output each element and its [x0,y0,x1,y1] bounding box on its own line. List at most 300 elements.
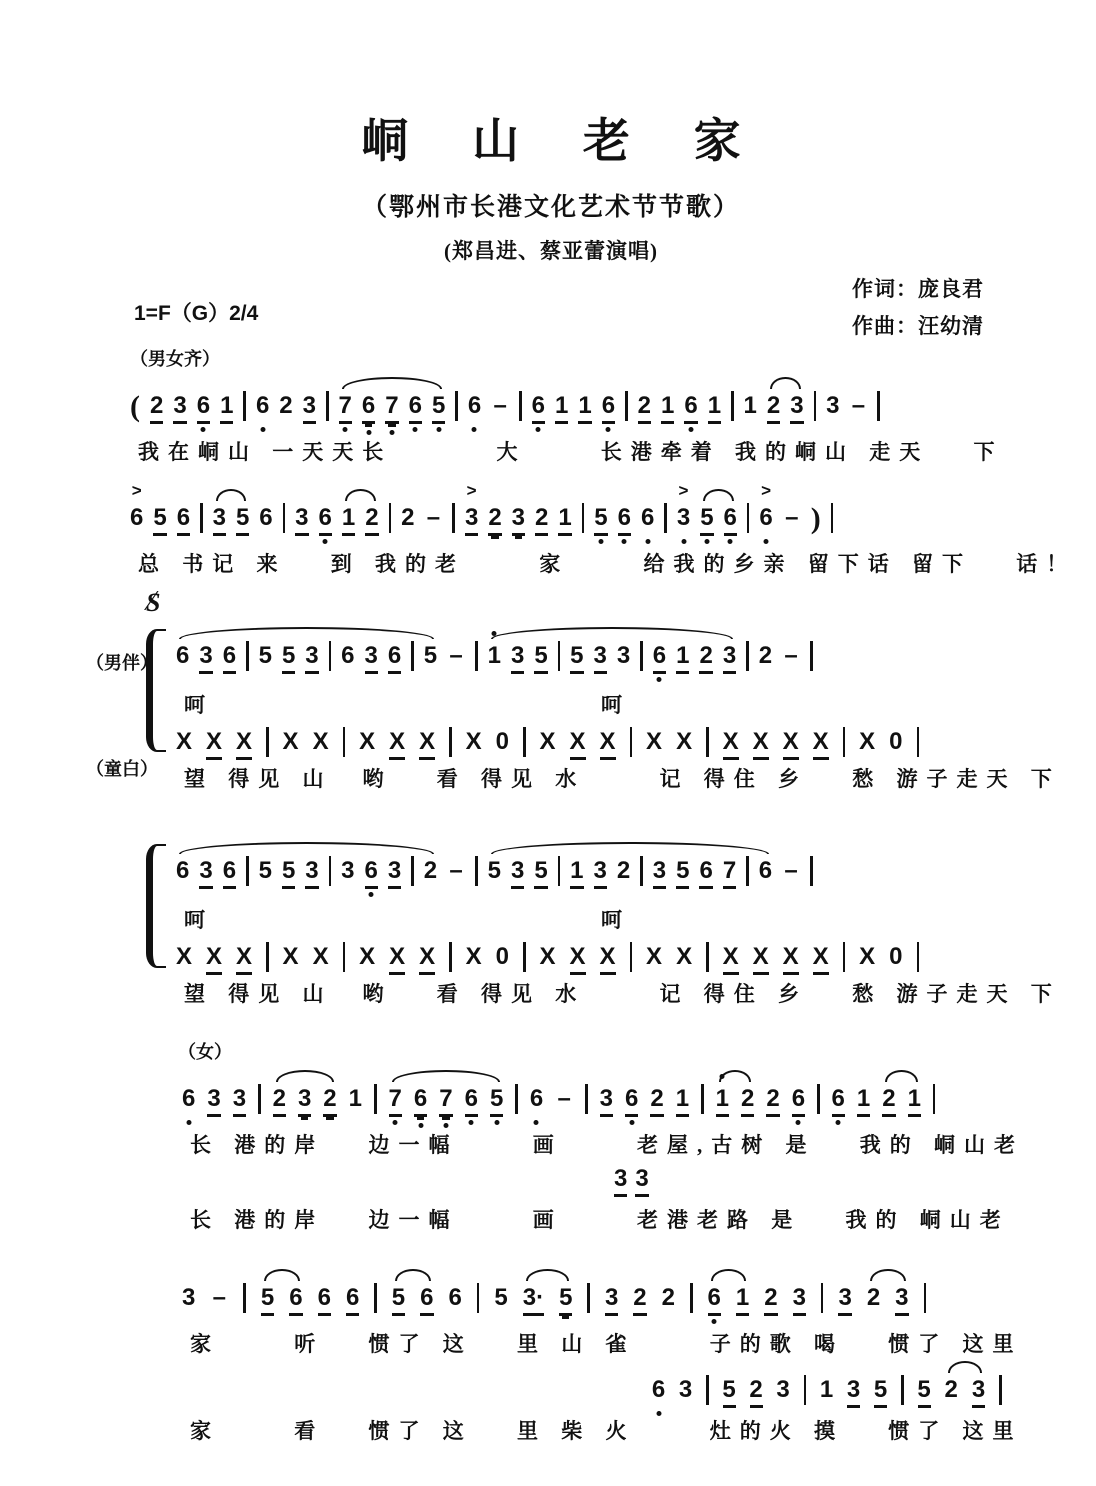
note-token: X [539,943,556,971]
lyrics-line-1: 我在峒山 一天天长 大 长港牵着 我的峒山 走天 下 [138,439,1004,464]
note-token: 5 [282,856,295,889]
system-unison-2 [130,483,1077,577]
barline [747,503,750,533]
note-token: X [783,727,799,760]
slur-group [176,641,437,674]
system-unison [130,345,1004,465]
notes-line-male-b [176,836,984,904]
duration-dash: – [493,391,507,419]
barline [843,727,846,757]
duration-dash: – [557,1084,571,1112]
note-token: 2 [650,1084,663,1117]
note-token: 1 [736,1283,749,1316]
note-token: > 3 [677,503,690,536]
note-token: X [753,727,769,760]
note-token: 1 [708,391,721,424]
barline [558,856,561,886]
note-token: 6 [362,391,375,424]
note-token: 6 [530,1084,543,1117]
note-token: 6 [708,1283,721,1316]
barline [452,503,455,533]
note-token: X [723,942,739,975]
barline [831,503,834,533]
note-token: 6 [182,1084,195,1117]
barline [917,942,920,972]
note-token: 6 [448,1284,462,1311]
note-token: 0 [889,728,903,755]
slur-group [339,391,446,424]
barline [266,727,269,757]
barline [587,1283,590,1313]
note-token: X [236,727,252,760]
note-token: 0 [495,728,509,755]
notes-interlude [614,1158,984,1207]
note-token: 3 [305,641,318,674]
lyric-syllable: 呵 [601,908,622,933]
note-token: > 6 [130,503,143,536]
barline [999,1375,1002,1405]
note-token: 3 [207,1084,220,1117]
phrase-paren: ( [130,390,140,423]
note-token: 6 [532,391,545,424]
note-token: 5 [534,641,547,674]
note-token: X [570,942,586,975]
slur-group [389,1084,504,1117]
note-token: X [676,943,693,971]
notes-line-perc-b [176,934,984,981]
barline [243,1283,246,1313]
barline [475,856,478,886]
note-token: X [813,727,829,760]
note-token: 6 [652,1375,665,1408]
duration-dash: – [449,857,463,885]
note-token: X [813,942,829,975]
note-token: 3 [388,856,401,889]
note-token: 2 [866,1284,881,1311]
slur-group [488,856,772,889]
barline [582,503,585,533]
note-token: 2 [750,1375,763,1408]
barline [449,727,452,757]
note-token: 7 [385,391,398,424]
note-token: X [206,727,222,760]
note-token: 1 [661,391,674,424]
note-token: 2 [535,503,548,536]
barline [706,727,709,757]
note-token: 5 [874,1375,887,1408]
barline [664,503,667,533]
note-token: 1 [676,1084,689,1117]
barline [817,1084,820,1114]
barline [200,503,203,533]
note-token: 5 [494,1284,508,1311]
note-token: 6 [365,856,378,889]
note-token: 7 [723,856,736,889]
barline [804,1375,807,1405]
barline [266,942,269,972]
note-token: 1 [555,391,568,424]
note-token: 5 [918,1375,931,1408]
note-token: 6 [653,641,666,674]
note-token: 6 [341,642,355,669]
duo-system-b [130,836,1061,1007]
note-token: 3 [793,1283,806,1316]
credits-block [852,271,984,345]
note-token: 2 [766,1084,779,1117]
lyrics-last-v1: 家 听 惯了 这 里 山 雀 子的歌 喝 惯了 这里 [190,1332,1023,1356]
notes-line-perc-a [176,719,984,766]
lyrics-female-v1: 长 港的岸 边一幅 画 老屋,古树 是 我的 峒山老 [190,1132,1024,1157]
note-token: X [570,727,586,760]
note-token: 1 [488,641,501,674]
notes-line-last [182,1263,984,1331]
note-token: 2 [944,1376,958,1404]
barline [343,727,346,757]
note-token: 6 [346,1283,359,1316]
note-token: 5 [282,641,295,674]
barline [523,727,526,757]
note-token: 1 [348,1084,363,1112]
duration-dash: – [784,642,798,669]
duration-dash: – [784,857,798,885]
note-token: 3 [678,1376,693,1404]
slur-group [767,391,804,424]
slur-group [213,503,250,536]
note-token: 5 [153,503,166,536]
note-token: 3 [653,856,666,889]
slur-group [700,503,737,536]
note-token: 3 [173,391,186,424]
note-token: 1 [908,1084,921,1117]
note-token: X [646,728,663,755]
barline [411,856,414,886]
slur-group [867,1283,909,1316]
note-token: 6 [388,641,401,674]
note-token: 3 [182,1284,196,1311]
note-token: 5 [258,642,272,669]
note-token: 3 [895,1283,908,1316]
barline [343,942,346,972]
note-token: 1 [676,641,689,674]
note-token: 3 [614,1164,627,1197]
note-token: 3 [605,1283,618,1316]
note-token: X [539,728,556,755]
key-signature: 1=F（G）2/4 [134,302,259,325]
barline [701,1084,704,1114]
note-token: 2 [401,503,415,531]
note-token: 6 [259,503,273,531]
barline [449,942,452,972]
slur-group [708,1283,750,1316]
note-token: 3 [303,391,316,424]
part-label-female: （女） [178,1041,232,1062]
note-token: 2 [767,391,780,424]
note-token: X [359,943,376,971]
barline [519,391,522,421]
note-token: X [723,727,739,760]
staff-bracket [146,844,166,967]
note-token: 1 [558,503,571,536]
slur-group [342,503,379,536]
notes-line-1 [130,371,984,439]
notes-line-male-a [176,621,984,689]
lyrics-perc-a: 望 得见 山 哟 看 得见 水 记 得住 乡 愁 游子走天 下 [184,767,1061,791]
note-token: X [753,942,769,975]
barline [877,391,880,421]
barline [523,942,526,972]
note-token: 1 [819,1376,834,1404]
slur-group [392,1283,434,1316]
barline [814,391,817,421]
slur-group [882,1084,921,1117]
note-token: 0 [495,943,509,971]
note-token: 1 [220,391,233,424]
note-token: 2 [699,641,712,674]
note-token: 5 [258,857,272,885]
note-token: 3 [295,503,308,536]
note-token: 5 [392,1283,405,1316]
slur-group [273,1084,337,1117]
note-token: 3 [305,856,318,889]
barline [706,942,709,972]
note-token: 6 [318,1283,331,1316]
barline [558,641,561,671]
note-token: X [282,728,299,755]
note-token: X [465,728,482,755]
note-token: 3 [511,856,524,889]
note-token: 2 [279,391,293,419]
barline [455,391,458,421]
note-token: 2 [741,1084,754,1117]
note-token: 6 [414,1084,427,1117]
note-token: 7 [339,391,352,424]
note-token: 2 [273,1084,286,1117]
note-token: 6 [465,1084,478,1117]
part-label-male: （男伴） [86,653,158,673]
barline [706,1375,709,1405]
barline [326,391,329,421]
barline [374,1283,377,1313]
note-token: X [465,943,482,971]
lyrics-line-2: 总 书记 来 到 我的老 家 给我的乡亲 留下话 留下 话！ [138,551,1077,576]
note-token: X [783,942,799,975]
segno-icon [146,589,166,617]
barline [630,942,633,972]
system-female [178,1038,1024,1234]
note-token: X [312,943,329,971]
note-token: X [389,942,405,975]
barline [246,856,249,886]
note-token: 6 [197,391,210,424]
slur-group [945,1375,986,1408]
note-token: 3 [199,641,212,674]
note-token: 3 [635,1164,648,1197]
note-token: 3 [600,1084,613,1117]
note-token: 2 [150,391,163,424]
lyric-syllable: 呵 [601,693,622,717]
note-token: 3 [616,642,631,669]
barline [810,856,813,886]
lyrics-male-b [184,904,984,934]
note-token: 5 [570,641,583,674]
note-token: 6 [602,391,615,424]
note-token: 7 [389,1084,402,1117]
note-token: 6 [618,503,631,536]
barline [640,641,643,671]
note-token: 6 [256,391,269,424]
note-token: 2 [365,503,378,536]
note-token: 6 [699,856,712,889]
song-title: 峒 山 老 家 [361,116,767,168]
note-token: 3 [838,1283,851,1316]
duration-dash: – [785,503,799,531]
phrase-paren: ) [810,502,821,536]
note-token: > 3 [465,503,478,536]
barline [746,641,749,671]
note-token: X [419,727,435,760]
note-token: 5 [487,857,501,885]
slur-group [523,1283,573,1316]
lyrics-perc-b: 望 得见 山 哟 看 得见 水 记 得住 乡 愁 游子走天 下 [184,982,1061,1007]
slur-group [716,1084,755,1117]
note-token: 6 [468,391,481,424]
note-token: X [419,942,435,975]
note-token: 6 [223,641,236,674]
duo-system-a [86,621,1061,792]
note-token: 3 [233,1084,246,1117]
lyrics-female-v2: 长 港的岸 边一幅 画 老港老路 是 我的 峒山老 [190,1207,1010,1232]
note-token: 1 [342,503,355,536]
note-token: X [389,727,405,760]
note-token: 3 [776,1376,790,1404]
note-token: 6 [177,503,190,536]
staff-bracket [146,629,166,752]
part-label-child: （童白） [86,759,158,779]
note-token: 1 [716,1084,729,1117]
note-token: 0 [889,943,903,971]
barline [283,503,286,533]
note-token: 2 [882,1084,895,1117]
song-subtitle: （鄂州市长港文化艺术节节歌） [361,194,740,221]
note-token: 3 [723,641,736,674]
barline [843,942,846,972]
note-token: 1 [743,391,757,419]
note-token: 3 [365,641,378,674]
lyric-syllable: 呵 [184,908,205,933]
note-token: 3 [847,1375,860,1408]
notes-line-last-alt [652,1357,984,1418]
note-token: 3 [594,856,607,889]
note-token: 6 [758,857,773,885]
performers-line: (郑昌进、蔡亚蕾演唱) [444,239,658,263]
note-token: 2 [323,1084,336,1117]
lyric-syllable: 呵 [184,693,205,717]
note-token: 6 [641,503,654,536]
barline [329,856,332,886]
note-token: 3 [826,391,840,419]
duration-dash: – [449,642,463,669]
note-token: 5 [432,391,445,424]
note-token: 3 [594,641,607,674]
note-token: 2 [488,503,501,536]
note-token: > 6 [759,503,772,536]
note-token: X [859,728,876,755]
note-token: 3 [341,857,355,885]
note-token: 2 [633,1283,646,1316]
note-token: 5 [534,856,547,889]
note-token: 6 [289,1283,302,1316]
barline [258,1084,261,1114]
note-token: 5 [490,1084,503,1117]
note-token: 3 [512,503,525,536]
note-token: X [676,728,693,755]
barline [243,391,246,421]
barline [625,391,628,421]
note-token: 6 [420,1283,433,1316]
note-token: X [176,943,193,971]
barline [246,641,249,671]
note-token: 6 [176,857,190,885]
barline [746,856,749,886]
duration-dash: – [212,1284,227,1311]
note-token: X [176,728,193,755]
note-token: X [282,943,299,971]
barline [917,727,920,757]
barline [477,1283,480,1313]
note-token: 2 [423,857,438,885]
note-token: 7 [439,1084,452,1117]
note-token: X [312,728,329,755]
barline [690,1283,693,1313]
barline [810,641,813,671]
note-token: 6 [684,391,697,424]
note-token: X [236,942,252,975]
note-token: 5 [236,503,249,536]
note-token: 5 [559,1283,572,1316]
part-label-unison: （男女齐） [130,348,220,369]
notes-line-2 [130,483,984,551]
notes-line-female [182,1064,984,1132]
note-token: X [600,942,616,975]
barline [475,641,478,671]
note-token: 5 [700,503,713,536]
note-token: 6 [319,503,332,536]
note-token: 3 [213,503,226,536]
slur-group [176,856,437,889]
barline [630,727,633,757]
barline [585,1084,588,1114]
note-token: 6 [832,1084,845,1117]
note-token: 6 [724,503,737,536]
note-token: 2 [616,857,631,885]
barline [411,641,414,671]
note-token: 2 [764,1283,777,1316]
note-token: 5 [423,642,438,669]
note-token: 2 [638,391,651,424]
meta-row [118,271,984,345]
note-token: 5 [723,1375,736,1408]
note-token: 2 [661,1284,676,1311]
note-token: 3 [298,1084,311,1117]
slur-group [488,641,737,674]
system-last [182,1263,1023,1445]
barline [329,641,332,671]
barline [374,1084,377,1114]
note-token: 6 [625,1084,638,1117]
duration-dash: – [426,503,441,531]
note-token: 3· [523,1283,544,1316]
note-token: 1 [578,391,591,424]
